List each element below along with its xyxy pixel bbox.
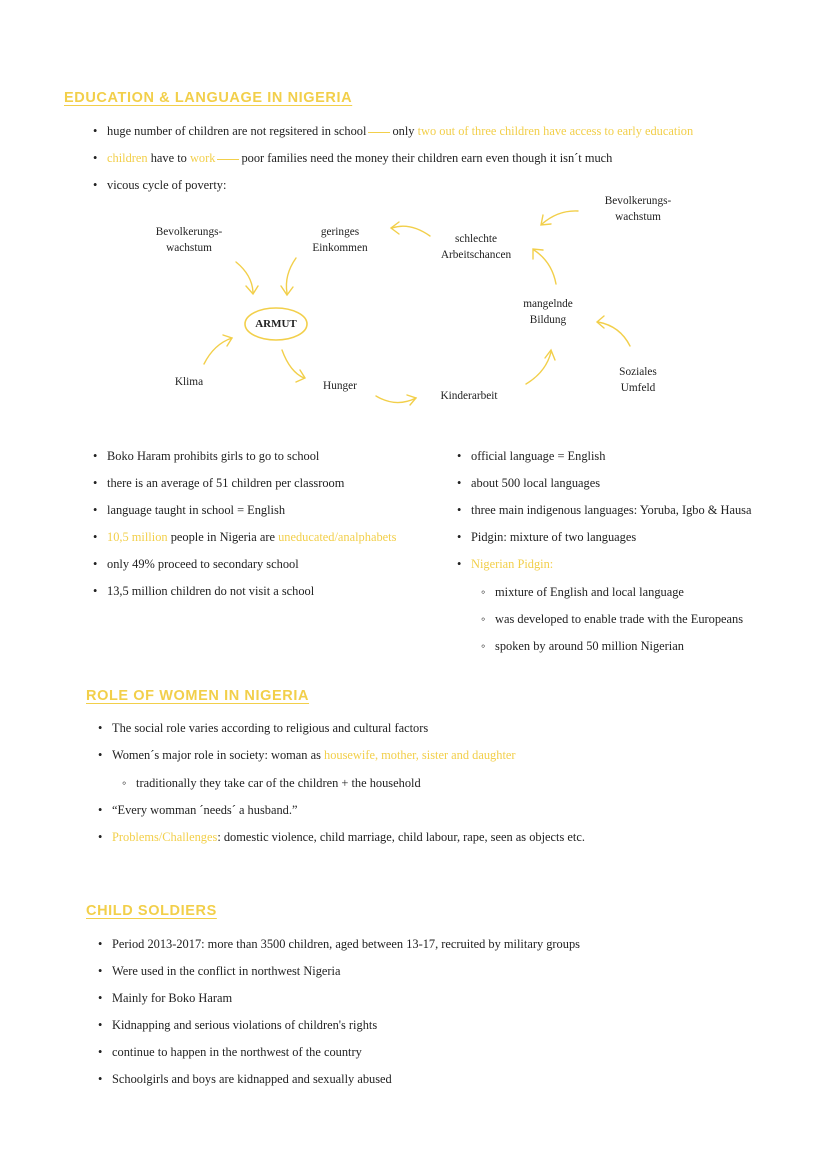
sub-list-item: ◦ was developed to enable trade with the Europeans (495, 611, 743, 627)
list-item: • Pidgin: mixture of two languages (471, 529, 636, 545)
list-item: • Period 2013-2017: more than 3500 children, aged between 13-17, recruited by military groups (112, 936, 580, 952)
list-item: • official language = English (471, 448, 605, 464)
list-item: • “Every womman ´needs´ a husband.” (112, 802, 297, 818)
poverty-cycle-diagram (0, 0, 828, 420)
arrowhead-icon (597, 316, 604, 328)
list-item: • 13,5 million children do not visit a school (107, 583, 314, 599)
list-item: • Were used in the conflict in northwest Nigeria (112, 963, 341, 979)
arrow-icon (534, 250, 556, 284)
list-item: • Nigerian Pidgin: (471, 556, 553, 572)
arrowhead-icon (545, 350, 555, 360)
node-klima: Klima (174, 376, 204, 388)
node-kinderarbeit: Kinderarbeit (440, 390, 498, 402)
list-item: • Women´s major role in society: woman as housewife, mother, sister and daughter (112, 747, 516, 763)
arrow-icon (286, 258, 296, 293)
arrowhead-icon (533, 249, 543, 259)
arrow-icon (526, 352, 551, 384)
list-item: • only 49% proceed to secondary school (107, 556, 299, 572)
list-item: • 10,5 million people in Nigeria are uneducated/analphabets (107, 529, 396, 545)
list-item: • children have to work poor families need the money their children earn even though it isn´t much (107, 150, 612, 166)
arrowhead-icon (541, 215, 551, 225)
arrow-icon (542, 211, 578, 224)
arrow-right-icon (368, 132, 390, 133)
section-heading-women: ROLE OF WOMEN IN NIGERIA (86, 688, 310, 704)
node-soziales-umfeld: Soziales Umfeld (619, 366, 657, 394)
list-item: • The social role varies according to religious and cultural factors (112, 720, 428, 736)
list-item: • there is an average of 51 children per classroom (107, 475, 344, 491)
list-item: • Problems/Challenges: domestic violence, child marriage, child labour, rape, seen as objects etc. (112, 829, 585, 845)
arrow-icon (376, 396, 416, 403)
sub-list-item: ◦ traditionally they take car of the children + the household (136, 775, 421, 791)
arrow-right-icon (217, 159, 239, 160)
arrowhead-icon (296, 370, 305, 382)
list-item: • about 500 local languages (471, 475, 600, 491)
node-mangelnde-bildung: mangelnde Bildung (523, 298, 573, 326)
arrow-icon (282, 350, 304, 378)
node-hunger: Hunger (323, 380, 357, 392)
list-item: • language taught in school = English (107, 502, 285, 518)
node-schlechte-arbeitschancen: schlechte Arbeitschancen (440, 233, 512, 261)
arrowhead-icon (391, 222, 399, 234)
arrow-icon (598, 322, 630, 346)
arrow-icon (204, 338, 232, 364)
node-bevolkerung-left: Bevolkerungs- wachstum (155, 226, 223, 254)
list-item: • Schoolgirls and boys are kidnapped and sexually abused (112, 1071, 392, 1087)
section-heading-child-soldiers: CHILD SOLDIERS (86, 903, 217, 919)
sub-list-item: ◦ mixture of English and local language (495, 584, 684, 600)
section-heading-education: EDUCATION & LANGUAGE IN NIGERIA (64, 90, 353, 106)
list-item: • vicous cycle of poverty: (107, 177, 226, 193)
arrowhead-icon (223, 335, 232, 346)
arrow-icon (236, 262, 253, 292)
node-geringes-einkommen: geringes Einkommen (312, 226, 368, 254)
arrow-icon (392, 226, 430, 236)
list-item: • continue to happen in the northwest of the country (112, 1044, 362, 1060)
arrowhead-icon (407, 395, 416, 405)
sub-list-item: ◦ spoken by around 50 million Nigerian (495, 638, 684, 654)
arrowhead-icon (281, 286, 293, 295)
armut-label: ARMUT (255, 318, 297, 330)
list-item: • huge number of children are not regsitered in school only two out of three children have access to early education (107, 123, 693, 139)
arrowhead-icon (246, 286, 258, 294)
list-item: • three main indigenous languages: Yoruba, Igbo & Hausa (471, 502, 751, 518)
list-item: • Mainly for Boko Haram (112, 990, 232, 1006)
node-bevolkerung-right: Bevolkerungs- wachstum (604, 195, 672, 223)
list-item: • Boko Haram prohibits girls to go to school (107, 448, 319, 464)
list-item: • Kidnapping and serious violations of children's rights (112, 1017, 377, 1033)
